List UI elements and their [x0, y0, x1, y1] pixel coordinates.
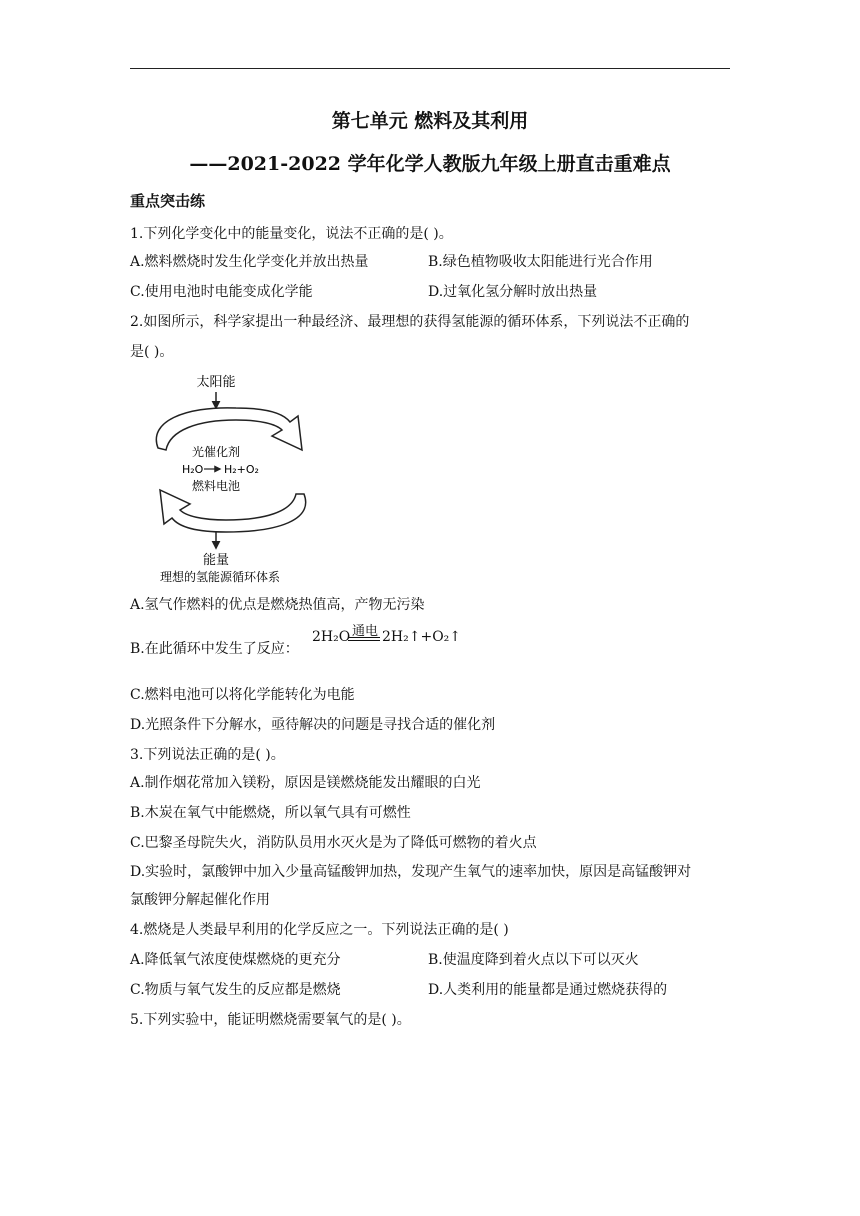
question-4-option-b: B.使温度降到着火点以下可以灭火	[428, 952, 639, 968]
diagram-catalyst-label: 光催化剂	[191, 445, 241, 459]
question-2-option-a: A.氢气作燃料的优点是燃烧热值高，产物无污染	[130, 597, 425, 613]
hydrogen-cycle-diagram	[136, 370, 326, 584]
header-rule	[130, 68, 730, 69]
diagram-product-label: H₂+O₂	[224, 463, 259, 476]
question-2-option-d: D.光照条件下分解水，亟待解决的问题是寻找合适的催化剂	[130, 717, 496, 733]
equation-reactant: 2H₂O	[312, 629, 351, 645]
question-1-option-b: B.绿色植物吸收太阳能进行光合作用	[428, 254, 653, 270]
diagram-caption: 理想的氢能源循环体系	[159, 570, 281, 584]
chemical-equation	[312, 620, 492, 660]
option-b-prefix: B.在此循环中发生了反应：	[130, 641, 299, 657]
question-4-option-a: A.降低氧气浓度使煤燃烧的更充分	[130, 952, 341, 968]
equation-products: 2H₂↑+O₂↑	[382, 629, 462, 645]
page-title: 第七单元 燃料及其利用	[331, 110, 529, 132]
question-2-stem-line1: 2.如图所示，科学家提出一种最经济、最理想的获得氢能源的循环体系，下列说法不正确的	[130, 314, 690, 330]
cycle-arrow-upper-icon	[156, 408, 302, 450]
question-2-stem-line2: 是( )。	[130, 344, 174, 360]
question-1-option-d: D.过氧化氢分解时放出热量	[428, 284, 598, 300]
question-5-stem: 5.下列实验中，能证明燃烧需要氧气的是( )。	[130, 1012, 411, 1028]
diagram-reactant-label: H₂O	[182, 463, 204, 476]
question-4-stem: 4.燃烧是人类最早利用的化学反应之一。下列说法正确的是( )	[130, 922, 509, 938]
diagram-fuel-cell-label: 燃料电池	[191, 479, 241, 493]
section-title: 重点突击练	[130, 192, 206, 210]
page-subtitle: ——2021-2022 学年化学人教版九年级上册直击重难点	[189, 153, 671, 175]
question-3-option-b: B.木炭在氧气中能燃烧，所以氧气具有可燃性	[130, 805, 411, 821]
diagram-solar-label: 太阳能	[196, 375, 236, 390]
question-2-option-c: C.燃料电池可以将化学能转化为电能	[130, 687, 355, 703]
question-1-option-c: C.使用电池时电能变成化学能	[130, 284, 313, 300]
question-3-stem: 3.下列说法正确的是( )。	[130, 747, 285, 763]
diagram-energy-label: 能量	[202, 553, 230, 568]
equation-condition: 通电	[352, 624, 379, 639]
question-3-option-c: C.巴黎圣母院失火，消防队员用水灭火是为了降低可燃物的着火点	[130, 835, 537, 851]
equation-equals-bar	[348, 637, 380, 638]
cycle-arrow-lower-icon	[160, 490, 306, 532]
question-1-stem: 1.下列化学变化中的能量变化，说法不正确的是( )。	[130, 226, 453, 242]
question-3-option-d-line2: 氯酸钾分解起催化作用	[130, 892, 270, 908]
equation-equals-bar	[348, 640, 380, 641]
question-3-option-a: A.制作烟花常加入镁粉，原因是镁燃烧能发出耀眼的白光	[130, 775, 481, 791]
question-3-option-d-line1: D.实验时，氯酸钾中加入少量高锰酸钾加热，发现产生氧气的速率加快，原因是高锰酸钾对	[130, 864, 692, 880]
question-4-option-c: C.物质与氧气发生的反应都是燃烧	[130, 982, 341, 998]
question-2-option-b	[130, 624, 462, 658]
question-1-option-a: A.燃料燃烧时发生化学变化并放出热量	[130, 254, 369, 270]
question-4-option-d: D.人类利用的能量都是通过燃烧获得的	[428, 982, 668, 998]
